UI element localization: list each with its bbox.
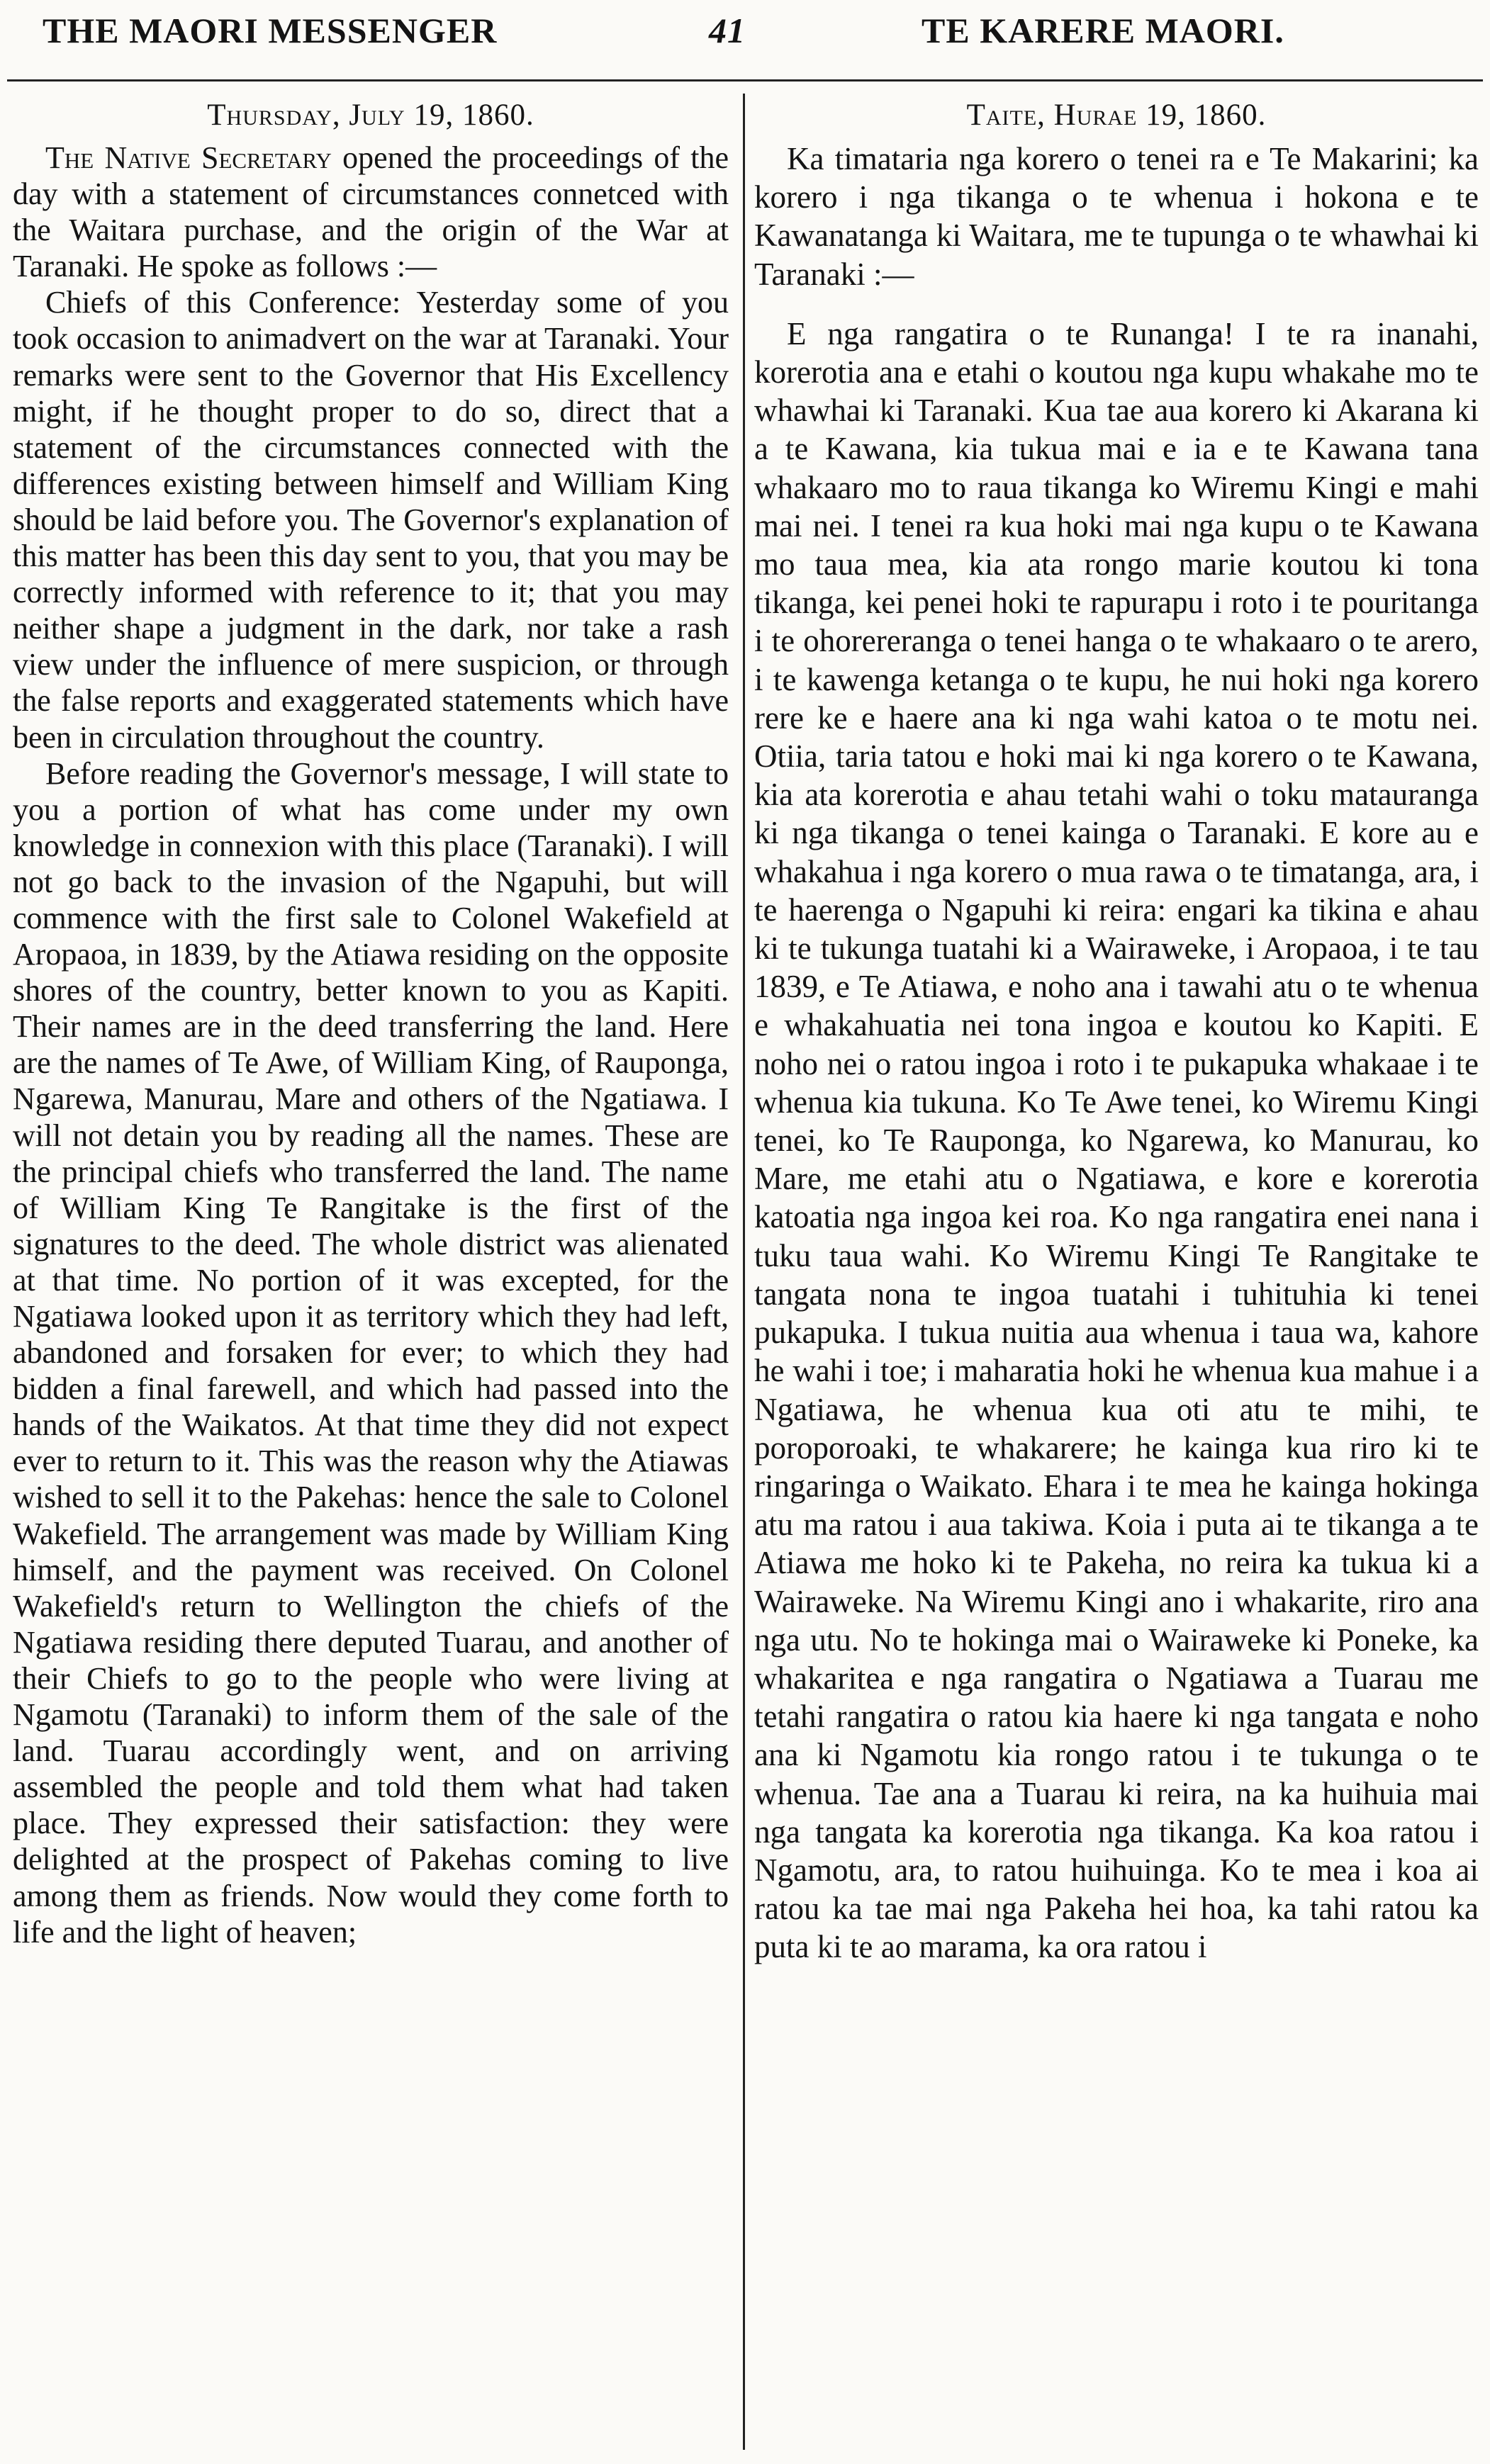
maori-column [754, 98, 1479, 1967]
header-rule [7, 79, 1483, 81]
native-secretary-lead: The Native Secretary [45, 140, 332, 175]
english-intro-paragraph [13, 140, 729, 284]
page-number: 41 [709, 11, 746, 50]
english-intro-text: opened the proceedings of the day with a statement of circumstances connetced with the Waitara purchase, and the origin of the War at Taranaki. He spoke as follows :— [13, 140, 729, 284]
masthead [0, 10, 1490, 61]
english-title: THE MAORI MESSENGER [43, 11, 498, 50]
english-paragraph-2: Before reading the Governor's message, I will state to you a portion of what has come under my own knowledge in connexion with this place (Taranaki). I will not go back to the invasion of the Ngapuhi, but will commence with the first sale to Colonel Wakefield at Aropaoa, in 1839, by the Atiawa residing on the opposite shores of the country, better known to you as Kapiti. Their names are in the deed transferring the land. Here are the names of Te Awe, of William King, of Rauponga, Ngarewa, Manurau, Mare and others of the Ngatiawa. I will not detain you by reading all the names. These are the principal chiefs who transferred the land. The name of William King Te Rangitake is the first of the signatures to the deed. The whole district was alienated at that time. No portion of it was excepted, for the Ngatiawa looked upon it as territory which they had left, abandoned and forsaken for ever; to which they had bidden a final farewell, and which had passed into the hands of the Waikatos. At that time they did not expect ever to return to it. This was the reason why the Atiawas wished to sell it to the Pakehas: hence the sale to Colonel Wakefield. The arrangement was made by William King himself, and the payment was received. On Colonel Wakefield's return to Wellington the chiefs of the Ngatiawa residing there deputed Tuarau, and another of their Chiefs to go to the people who were living at Ngamotu (Taranaki) to inform them of the sale of the land. Tuarau accordingly went, and on arriving assembled the people and told them what had taken place. They expressed their satisfaction: they were delighted at the prospect of Pakehas coming to live among them as friends. Now would they come forth to life and the light of heaven; [13, 755, 729, 1950]
english-paragraph-1: Chiefs of this Conference: Yesterday some of you took occasion to animadvert on the war at Taranaki. Your remarks were sent to the Governor that His Excellency might, if he thought proper to do so, direct that a statement of the circumstances connected with the differences existing between himself and William King should be laid before you. The Governor's explanation of this matter has been this day sent to you, that you may be correctly informed with reference to it; that you may neither shape a judgment in the dark, nor take a rash view under the influence of mere suspicion, or through the false reports and exaggerated statements which have been in circulation throughout the country. [13, 285, 729, 755]
english-column [13, 98, 729, 1950]
english-date-heading: Thursday, July 19, 1860. [207, 99, 534, 132]
maori-intro-paragraph: Ka timataria nga korero o tenei ra e Te Makarini; ka korero i nga tikanga o te whenua i hokona e te Kawanatanga ki Waitara, me te tupunga o te whawhai ki Taranaki :— [754, 141, 1479, 292]
maori-paragraph-1: E nga rangatira o te Runanga! I te ra inanahi, korerotia ana e etahi o koutou nga kupu whakahe mo te whawhai ki Taranaki. Kua tae aua korero ki Akarana ki a te Kawana, kia tukua mai e ia e te Kawana tana whakaaro mo to raua tikanga ko Wiremu Kingi e mahi mai nei. I tenei ra kua hoki mai nga kupu o te Kawana mo taua mea, kia ata rongo marie koutou ki tona tikanga, kei penei hoki te rapurapu i roto i te pouritanga i te ohorereranga o tenei hanga o te whakaaro o te arero, i te kawenga ketanga o te kupu, he nui hoki nga korero rere ke e haere ana ki nga wahi katoa o te motu nei. Otiia, taria tatou e hoki mai ki nga korero o te Kawana, kia ata korerotia e ahau tetahi wahi o toku matauranga ki nga tikanga o tenei kainga o Taranaki. E kore au e whakahua i nga korero o mua rawa o te timatanga, ara, i te haerenga o Ngapuhi ki reira: engari ka tikina e ahau ki te tukunga tuatahi ki a Wairaweke, i Aropaoa, i te tau 1839, e Te Atiawa, e noho ana i tawahi atu o te whenua e whakahuatia nei tona ingoa e koutou ko Kapiti. E noho nei o ratou ingoa i roto i te pukapuka whakaae i te whenua kia tukuna. Ko Te Awe tenei, ko Wiremu Kingi tenei, ko Te Rauponga, ko Ngarewa, ko Manurau, ko Mare, me etahi atu o Ngatiawa, e kore e korerotia katoatia nga ingoa kei roa. Ko nga rangatira enei nana i tuku taua wahi. Ko Wiremu Kingi Te Rangitake te tangata nona te ingoa tuatahi i tuhituhia ki tenei pukapuka. I tukua nuitia aua whenua i taua wa, kahore he wahi i toe; i maharatia hoki he whenua kua mahue i a Ngatiawa, he whenua kua oti atu te mihi, te poroporoaki, te whakarere; he kainga kua riro ki te ringaringa o Waikato. Ehara i te mea he kainga hokinga atu ma ratou i aua takiwa. Koia i puta ai te tikanga a te Atiawa me hoko ki te Pakeha, no reira ka tukua ki a Wairaweke. Na Wiremu Kingi ano i whakarite, riro ana nga utu. No te hokinga mai o Wairaweke ki Poneke, ka whakaritea e nga rangatira o Ngatiawa a Tuarau me tetahi rangatira o ratou kia haere ki nga tangata e noho ana ki Ngamotu kia rongo ratou i te tukunga o te whenua. Tae ana a Tuarau ki reira, na ka huihuia mai nga tangata ka korerotia nga tikanga. Ka koa ratou i Ngamotu, ara, to ratou huihuinga. Ko te mea i koa ai ratou ka tae mai nga Pakeha hei hoa, ka tahi ratou ka puta ki te ao marama, ka ora ratou i [754, 315, 1479, 1965]
maori-date-heading: Taite, Hurae 19, 1860. [966, 99, 1267, 132]
maori-title: TE KARERE MAORI. [922, 11, 1284, 50]
column-divider [743, 94, 745, 2450]
